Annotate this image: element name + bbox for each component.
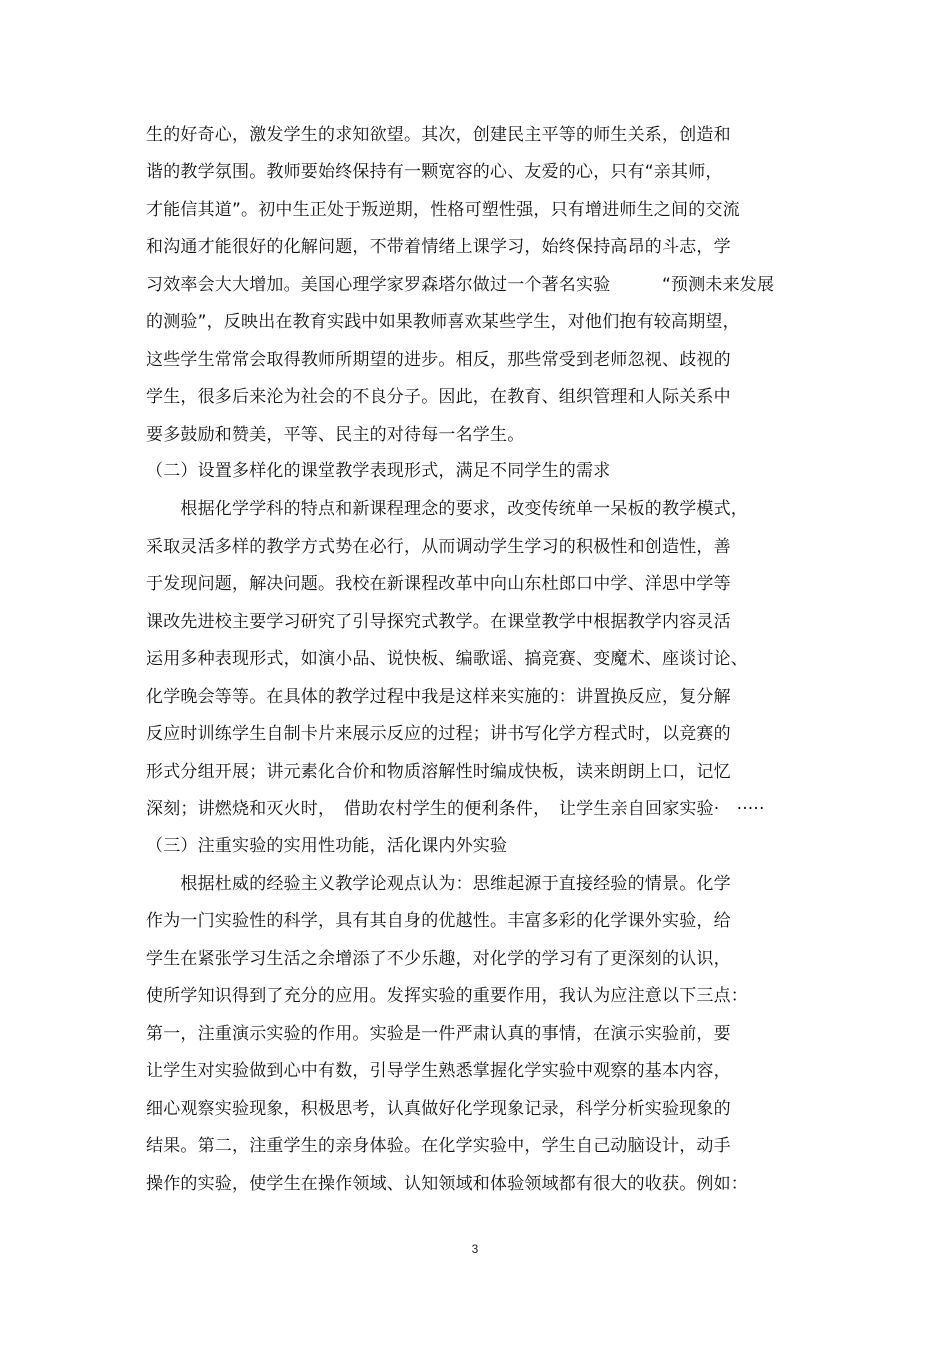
text-line: 结果。第二，注重学生的亲身体验。在化学实验中，学生自己动脑设计，动手 (146, 1136, 731, 1156)
text-line: 生的好奇心，激发学生的求知欲望。其次，创建民主平等的师生关系，创造和 (146, 125, 731, 145)
text-line: 第一，注重演示实验的作用。实验是一件严肃认真的事情，在演示实验前，要 (146, 1024, 731, 1044)
page-number: 3 (471, 1242, 479, 1256)
text-line: 学生在紧张学习生活之余增添了不少乐趣，对化学的学习有了更深刻的认识， (146, 949, 731, 969)
text-line: 要多鼓励和赞美，平等、民主的对待每一名学生。 (146, 425, 525, 445)
text-line: 使所学知识得到了充分的应用。发挥实验的重要作用，我认为应注意以下三点： (146, 986, 748, 1006)
text-line: 习效率会大大增加。美国心理学家罗森塔尔做过一个著名实验 “预测未来发展 (146, 275, 775, 295)
text-line: 操作的实验，使学生在操作领域、认知领域和体验领域都有很大的收获。例如： (146, 1174, 748, 1194)
text-line: 深刻；讲燃烧和灭火时， 借助农村学生的便利条件， 让学生亲自回家实验· ····· (146, 799, 765, 819)
text-line: 采取灵活多样的教学方式势在必行，从而调动学生学习的积极性和创造性，善 (146, 537, 731, 557)
text-line: 学生，很多后来沦为社会的不良分子。因此，在教育、组织管理和人际关系中 (146, 387, 731, 407)
text-line: 和沟通才能很好的化解问题，不带着情绪上课学习，始终保持高昂的斗志，学 (146, 237, 731, 257)
text-line: 根据化学学科的特点和新课程理念的要求，改变传统单一呆板的教学模式， (146, 499, 748, 519)
text-line: 于发现问题，解决问题。我校在新课程改革中向山东杜郎口中学、洋思中学等 (146, 574, 731, 594)
section-heading: （二）设置多样化的课堂教学表现形式，满足不同学生的需求 (146, 461, 611, 481)
text-line: 根据杜威的经验主义教学论观点认为：思维起源于直接经验的情景。化学 (146, 874, 731, 894)
text-line: 形式分组开展；讲元素化合价和物质溶解性时编成快板，读来朗朗上口，记忆 (146, 762, 731, 782)
text-line: 才能信其道”。初中生正处于叛逆期，性格可塑性强，只有增进师生之间的交流 (146, 200, 740, 220)
text-line: 让学生对实验做到心中有数，引导学生熟悉掌握化学实验中观察的基本内容， (146, 1061, 731, 1081)
text-line: 作为一门实验性的科学，具有其自身的优越性。丰富多彩的化学课外实验，给 (146, 911, 731, 931)
text-line: 运用多种表现形式，如演小品、说快板、编歌谣、搞竞赛、变魔术、座谈讨论、 (146, 649, 748, 669)
text-line: 细心观察实验现象，积极思考，认真做好化学现象记录，科学分析实验现象的 (146, 1099, 731, 1119)
text-line: 谐的教学氛围。教师要始终保持有一颗宽容的心、友爱的心，只有“亲其师， (146, 162, 723, 182)
text-line: 反应时训练学生自制卡片来展示反应的过程；讲书写化学方程式时，以竞赛的 (146, 724, 731, 744)
text-line: 化学晚会等等。在具体的教学过程中我是这样来实施的：讲置换反应，复分解 (146, 687, 731, 707)
text-line: 的测验”，反映出在教育实践中如果教师喜欢某些学生，对他们抱有较高期望， (146, 312, 740, 332)
section-heading: （三）注重实验的实用性功能，活化课内外实验 (146, 836, 508, 856)
text-line: 这些学生常常会取得教师所期望的进步。相反，那些常受到老师忽视、歧视的 (146, 350, 731, 370)
text-line: 课改先进校主要学习研究了引导探究式教学。在课堂教学中根据教学内容灵活 (146, 612, 731, 632)
